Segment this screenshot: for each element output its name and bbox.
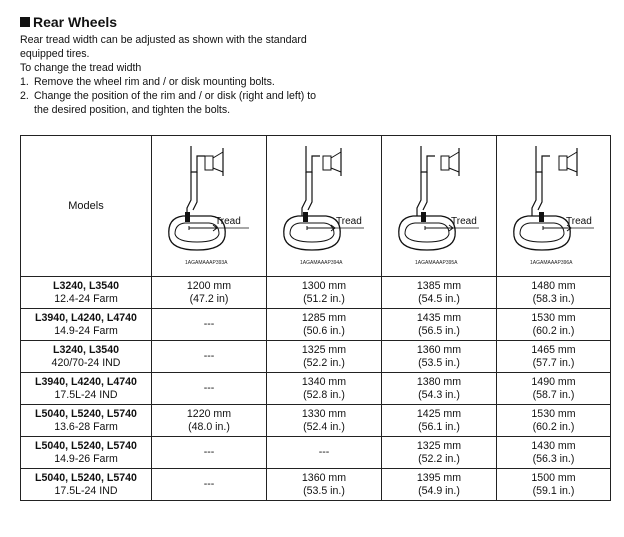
square-bullet-icon: [20, 17, 30, 27]
tread-value-cell: [382, 341, 497, 373]
model-cell: [21, 405, 152, 437]
tread-value-cell: [497, 309, 611, 341]
step-2: [20, 89, 320, 117]
tread-mm: 1360 mm: [416, 343, 462, 356]
tread-inches: (52.8 in.): [303, 388, 345, 401]
tread-figure-cell: [267, 136, 382, 277]
model-names: L5040, L5240, L5740: [35, 407, 137, 420]
tread-label: Tread: [451, 216, 477, 227]
step-text: Change the position of the rim and / or disk (right and left) to the desired position, and tighten the bolts.: [34, 90, 317, 116]
tread-value-cell: [267, 309, 382, 341]
table-row: [21, 405, 611, 437]
model-names: L5040, L5240, L5740: [35, 471, 137, 484]
tread-inches: (56.1 in.): [418, 420, 460, 433]
model-cell: [21, 437, 152, 469]
tire-size: 17.5L-24 IND: [54, 484, 118, 497]
intro-text: [20, 33, 320, 117]
tread-value-cell: [497, 277, 611, 309]
tread-mm: 1425 mm: [416, 407, 462, 420]
figure-code: 1AGAMAAAP394A: [300, 260, 343, 266]
tread-value-cell: [382, 309, 497, 341]
tread-width-table: [20, 135, 611, 501]
table-row: [21, 277, 611, 309]
table-row: [21, 469, 611, 501]
tread-mm: 1430 mm: [531, 439, 576, 452]
tread-inches: (53.5 in.): [418, 356, 460, 369]
tread-inches: (54.5 in.): [418, 292, 460, 305]
tread-value-cell: [382, 277, 497, 309]
tread-inches: (54.3 in.): [418, 388, 460, 401]
tread-value-cell: [152, 469, 267, 501]
tread-value-cell: [382, 437, 497, 469]
tread-mm: 1435 mm: [416, 311, 462, 324]
not-available-dash: ---: [203, 478, 215, 490]
tread-mm: 1530 mm: [531, 407, 576, 420]
tire-size: 420/70-24 IND: [51, 356, 121, 369]
tread-inches: (50.6 in.): [303, 324, 345, 337]
tread-value-cell: [267, 469, 382, 501]
tread-label: Tread: [336, 216, 362, 227]
tread-inches: (52.2 in.): [418, 452, 460, 465]
tread-value-cell: [267, 405, 382, 437]
model-names: L3240, L3540: [53, 343, 119, 356]
tread-value-cell: [497, 373, 611, 405]
section-heading: [20, 14, 117, 30]
tread-mm: 1340 mm: [301, 375, 347, 388]
tread-inches: (59.1 in.): [532, 484, 575, 497]
tread-mm: 1325 mm: [301, 343, 347, 356]
tread-value-cell: [267, 341, 382, 373]
tread-mm: 1300 mm: [301, 279, 347, 292]
not-available-dash: ---: [318, 446, 330, 458]
model-cell: [21, 373, 152, 405]
tread-inches: (60.2 in.): [532, 420, 575, 433]
tread-value-cell: [497, 341, 611, 373]
tread-inches: (54.9 in.): [418, 484, 460, 497]
tread-value-cell: [152, 277, 267, 309]
wheel-tread-diagram: [502, 142, 606, 270]
tire-size: 14.9-26 Farm: [54, 452, 118, 465]
step-text: Remove the wheel rim and / or disk mounting bolts.: [34, 76, 275, 88]
tread-value-cell: [267, 437, 382, 469]
step-number: 2.: [20, 90, 29, 102]
tread-value-cell: [497, 405, 611, 437]
tread-label: Tread: [565, 216, 592, 227]
model-names: L3240, L3540: [53, 279, 119, 292]
table-row: [21, 373, 611, 405]
tread-inches: (56.3 in.): [532, 452, 575, 465]
tread-value-cell: [267, 277, 382, 309]
tread-value-cell: [152, 373, 267, 405]
model-cell: [21, 341, 152, 373]
table-row: [21, 341, 611, 373]
model-cell: [21, 309, 152, 341]
tread-mm: 1465 mm: [531, 343, 576, 356]
tread-inches: (60.2 in.): [532, 324, 575, 337]
models-header: Models: [21, 136, 152, 277]
model-names: L5040, L5240, L5740: [35, 439, 137, 452]
not-available-dash: ---: [203, 318, 215, 330]
tread-inches: (52.4 in.): [303, 420, 345, 433]
tread-value-cell: [497, 437, 611, 469]
tire-size: 12.4-24 Farm: [54, 292, 118, 305]
tread-inches: (53.5 in.): [303, 484, 345, 497]
tread-value-cell: [382, 373, 497, 405]
intro-line-1: Rear tread width can be adjusted as shown with the standard equipped tires.: [20, 34, 307, 60]
tread-inches: (48.0 in.): [188, 420, 230, 433]
not-available-dash: ---: [203, 382, 215, 394]
tread-figure-cell: [497, 136, 611, 277]
model-names: L3940, L4240, L4740: [35, 375, 137, 388]
tread-inches: (47.2 in): [189, 292, 229, 305]
tread-mm: 1330 mm: [301, 407, 347, 420]
wheel-tread-diagram: [387, 142, 491, 270]
tread-value-cell: [152, 437, 267, 469]
model-names: L3940, L4240, L4740: [35, 311, 137, 324]
tread-inches: (56.5 in.): [418, 324, 460, 337]
tread-mm: 1200 mm: [186, 279, 232, 292]
tread-value-cell: [382, 469, 497, 501]
tread-mm: 1325 mm: [416, 439, 462, 452]
tread-figure-cell: [382, 136, 497, 277]
model-cell: [21, 469, 152, 501]
tire-size: 13.6-28 Farm: [54, 420, 118, 433]
wheel-tread-diagram: [157, 142, 261, 270]
model-cell: [21, 277, 152, 309]
tread-mm: 1380 mm: [416, 375, 462, 388]
intro-line-2: To change the tread width: [20, 62, 142, 74]
table-header-row: [21, 136, 611, 277]
tread-label: Tread: [215, 216, 241, 227]
tread-inches: (51.2 in.): [303, 292, 345, 305]
tread-value-cell: [267, 373, 382, 405]
not-available-dash: ---: [203, 350, 215, 362]
tread-mm: 1490 mm: [531, 375, 576, 388]
tread-inches: (57.7 in.): [532, 356, 575, 369]
tread-figure-cell: [152, 136, 267, 277]
tread-mm: 1285 mm: [301, 311, 347, 324]
tread-inches: (58.7 in.): [532, 388, 575, 401]
tread-value-cell: [497, 469, 611, 501]
tread-mm: 1360 mm: [301, 471, 347, 484]
figure-code: 1AGAMAAAP393A: [185, 260, 228, 266]
figure-code: 1AGAMAAAP396A: [529, 260, 573, 266]
tread-inches: (52.2 in.): [303, 356, 345, 369]
tread-value-cell: [152, 405, 267, 437]
tread-value-cell: [152, 341, 267, 373]
table-row: [21, 437, 611, 469]
step-1: [20, 75, 320, 89]
table-row: [21, 309, 611, 341]
section-title: Rear Wheels: [33, 14, 118, 30]
tread-value-cell: [382, 405, 497, 437]
wheel-tread-diagram: [272, 142, 376, 270]
tread-mm: 1500 mm: [531, 471, 576, 484]
tread-mm: 1480 mm: [531, 279, 576, 292]
tread-inches: (58.3 in.): [532, 292, 575, 305]
tire-size: 14.9-24 Farm: [54, 324, 118, 337]
tread-value-cell: [152, 309, 267, 341]
tread-mm: 1385 mm: [416, 279, 462, 292]
step-number: 1.: [20, 76, 29, 88]
figure-code: 1AGAMAAAP395A: [415, 260, 458, 266]
tire-size: 17.5L-24 IND: [54, 388, 118, 401]
tread-mm: 1395 mm: [416, 471, 462, 484]
not-available-dash: ---: [203, 446, 215, 458]
tread-mm: 1530 mm: [531, 311, 576, 324]
tread-mm: 1220 mm: [186, 407, 232, 420]
